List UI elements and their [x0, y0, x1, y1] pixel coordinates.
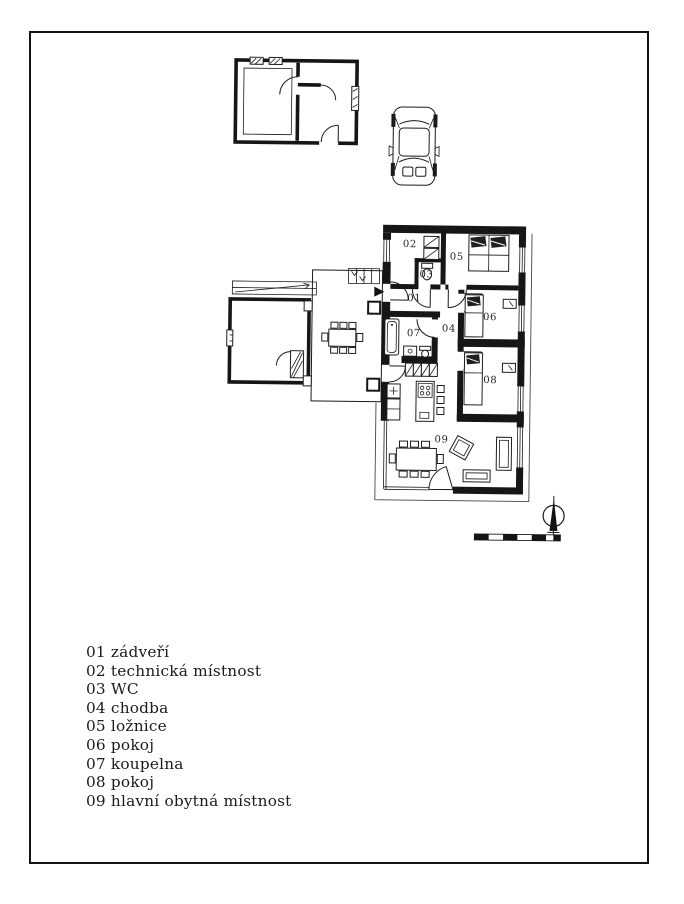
- sofa-icon: [496, 437, 511, 470]
- legend-item-07: 07 koupelna: [86, 754, 184, 773]
- legend-item-03: 03 WC: [86, 680, 139, 699]
- room-label-09: 09: [434, 434, 449, 446]
- main-house-plan: [380, 225, 526, 495]
- room-label-02: 02: [402, 239, 417, 251]
- room-label-06: 06: [483, 312, 498, 324]
- single-bed-icon: [464, 353, 483, 405]
- single-bed-icon: [465, 295, 484, 337]
- room-label-05: 05: [449, 251, 464, 263]
- legend-item-04: 04 chodba: [86, 698, 169, 717]
- legend-item-09: 09 hlavní obytná místnost: [86, 791, 292, 810]
- room-label-01: 01: [407, 293, 422, 305]
- legend-item-06: 06 pokoj: [86, 735, 155, 754]
- car-icon: [389, 107, 440, 186]
- scale-bar: [474, 534, 560, 541]
- legend-item-05: 05 ložnice: [86, 717, 167, 736]
- room-label-07: 07: [406, 328, 421, 340]
- garage-plan: [235, 57, 359, 146]
- double-bed-icon: [469, 235, 509, 271]
- desk-icon: [503, 299, 516, 308]
- kitchen-units-icon: [405, 363, 437, 376]
- legend-item-01: 01 zádveří: [86, 643, 170, 661]
- sink-icon: [404, 346, 417, 356]
- bathtub-icon: [385, 319, 399, 355]
- appliance-icon: [424, 236, 439, 259]
- legend-item-02: 02 technická místnost: [86, 661, 262, 680]
- legend-item-08: 08 pokoj: [86, 773, 155, 792]
- annex-building-plan: [226, 299, 309, 383]
- terrace-table-icon: [322, 322, 363, 353]
- room-label-04: 04: [441, 323, 456, 335]
- terrace-plan: [303, 270, 383, 402]
- room-legend: [86, 643, 292, 810]
- north-arrow-icon: [543, 496, 564, 536]
- room-label-03: 03: [419, 269, 434, 281]
- ramp-path: [232, 281, 316, 295]
- desk-icon: [502, 363, 515, 372]
- coffee-table-icon: [463, 470, 490, 482]
- room-label-08: 08: [483, 375, 498, 387]
